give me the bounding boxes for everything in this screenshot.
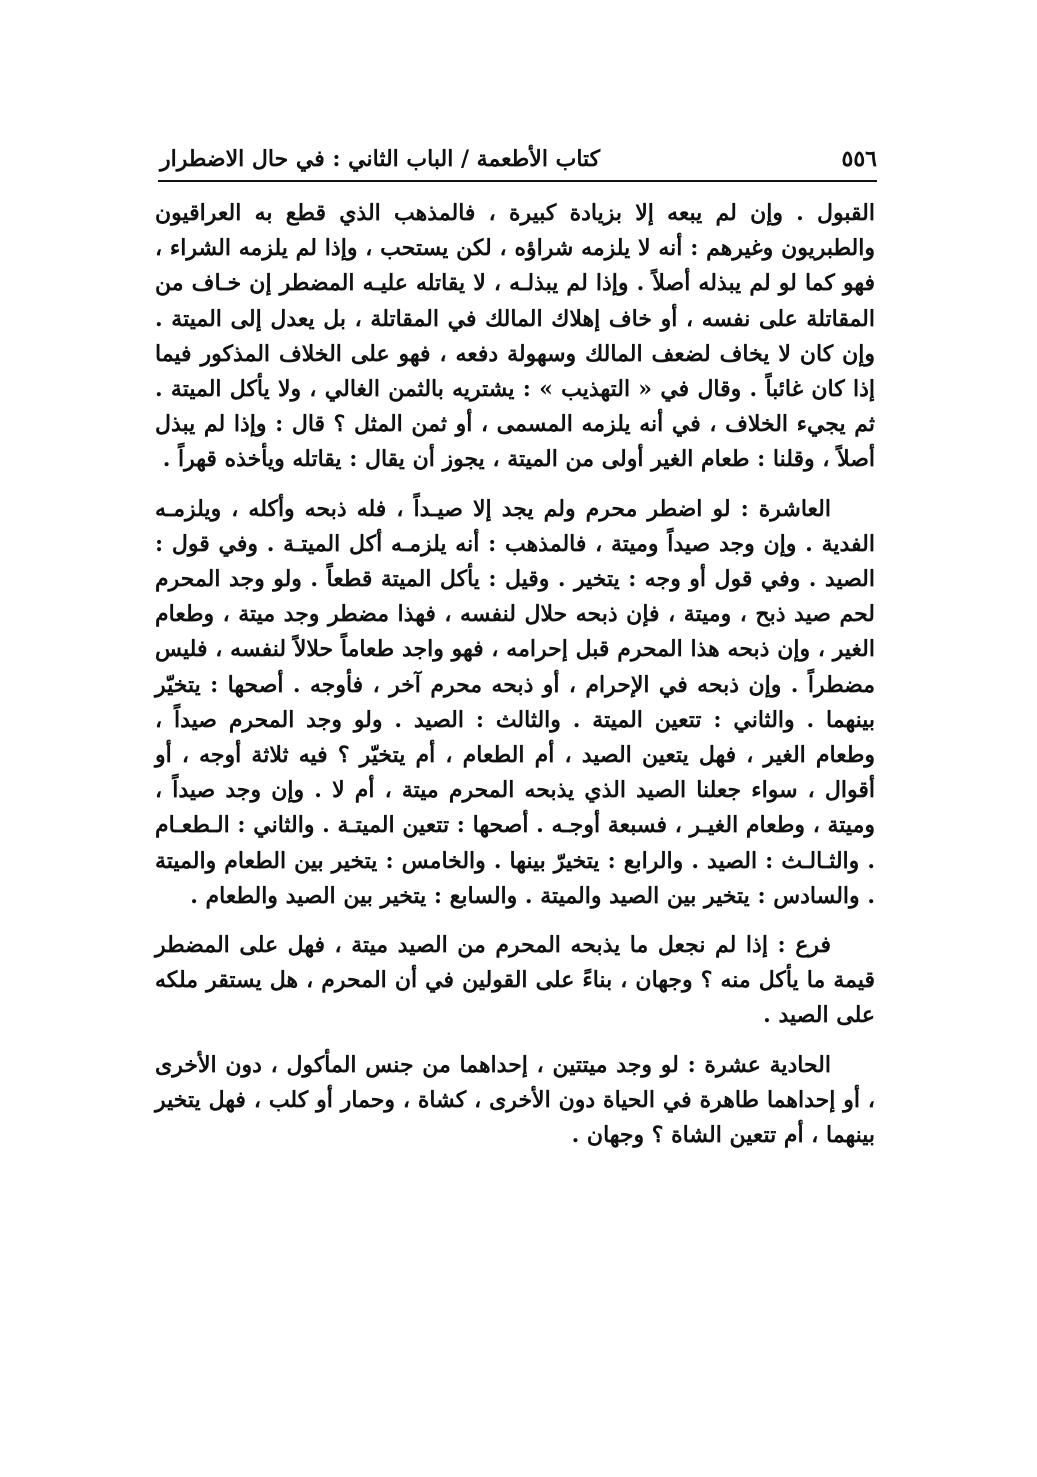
text-line: لضعف المالك وسهولة دفعه ، فهو على الخلاف المذكور فيما إذا كان غائباً . وقال: [155, 340, 875, 403]
text-line: أنه يلزمه المسمى ، أو ثمن المثل ؟ قال : وإذا لم يبذل أصلاً ، وقلنا : طعام الغير: [155, 411, 875, 473]
text-line: قيمة ما يأكل منه ؟ وجهان ، بناءً على القولين في أن المحرم ، هل يستقر ملكه على: [155, 967, 875, 1029]
text-line: الغير ، وإن ذبحه هذا المحرم قبل إحرامه ، فهو واجد طعاماً حلالاً لنفسه ، فليس: [155, 636, 875, 663]
header-rule: [158, 180, 877, 182]
text-line: القبول . وإن لم يبعه إلا بزيادة كبيرة ، فالمذهب الذي قطع به العراقيون والطبريون: [155, 200, 875, 262]
text-line: الغيـر ، فسبعة أوجـه . أصحها : تتعين الميتـة . والثاني : الـطعـام . والثـالـث :: [155, 812, 875, 874]
text-line: يتخير بين الصيد والميتة . والسابع : يتخير بين الصيد والطعام .: [190, 882, 750, 909]
text-line: جعلنا الصيد الذي يذبحه المحرم ميتة ، أم لا . وإن وجد صيداً ، وميتة ، وطعام: [155, 777, 875, 839]
text-line: في « التهذيب » : يشتريه بالثمن الغالي ، ولا يأكل الميتة . ثم يجيء الخلاف ، في: [155, 376, 876, 438]
page-header: [160, 143, 877, 175]
text-line: الفدية . وإن وجد صيداً وميتة ، فالمذهب : أنه يلزمـه أكل الميتـة . وفي قول :: [155, 530, 875, 557]
body-text: [155, 196, 875, 1153]
text-line: يبذله أصلاً . وإذا لم يبذلـه ، لا يقاتله عليـه المضطر إن خـاف من المقاتلة على: [155, 270, 875, 332]
running-title: كتاب الأطعمة / الباب الثاني : في حال الاضطرار: [160, 146, 601, 172]
text-line: مضطراً . وإن ذبحه في الإحرام ، أو ذبحه محرم آخر ، فأوجه . أصحها : يتخيّر: [155, 671, 875, 698]
paragraph: [155, 196, 875, 478]
text-line: بينهما . والثاني : تتعين الميتة . والثالث : الصيد . ولو وجد المحرم صيداً ، وطعام: [155, 706, 875, 769]
paragraph: [155, 492, 875, 914]
text-line: بينهما ، أم تتعين الشاة ؟ وجهان .: [571, 1122, 875, 1149]
paragraph: [155, 1048, 875, 1154]
text-line: وغيرهم : أنه لا يلزمه شراؤه ، لكن يستحب ، وإذا لم يلزمه الشراء ، فهو كما لو لم: [155, 235, 875, 297]
text-line: الغير ، فهل يتعين الصيد ، أم الطعام ، أم يتخيّر ؟ فيه ثلاثة أوجه ، أو أقوال ، سواء: [155, 742, 875, 804]
text-line: لحم صيد ذبح ، وميتة ، فإن ذبحه حلال لنفسه ، فهذا مضطر وجد ميتة ، وطعام: [155, 601, 875, 628]
text-line: العاشرة : لو اضطر محرم ولم يجد إلا صيـداً ، فله ذبحه وأكله ، ويلزمـه: [155, 495, 831, 522]
text-line: الصيد .: [763, 1002, 829, 1029]
text-line: أو إحداهما طاهرة في الحياة دون الأخرى ، كشاة ، وحمار أو كلب ، فهل يتخير: [155, 1086, 860, 1113]
text-line: الصيد . والرابع : يتخيرّ بينها . والخامس : يتخير بين الطعام والميتة . والسادس :: [155, 847, 875, 909]
text-line: أولى من الميتة ، يجوز أن يقال : يقاتله ويأخذه قهراً .: [162, 446, 644, 473]
text-line: نفسه ، أو خاف إهلاك المالك في المقاتلة ، بل يعدل إلى الميتة . وإن كان لا يخاف: [155, 305, 875, 367]
page-number: ٥٥٦: [841, 146, 877, 172]
text-line: الحادية عشرة : لو وجد ميتتين ، إحداهما من جنس المأكول ، دون الأخرى ،: [155, 1051, 875, 1113]
paragraph: [155, 928, 875, 1034]
text-line: الصيد . وفي قول أو وجه : يتخير . وقيل : يأكل الميتة قطعاً . ولو وجد المحرم: [155, 566, 875, 593]
text-line: فرع : إذا لم نجعل ما يذبحه المحرم من الصيد ميتة ، فهل على المضطر: [155, 932, 831, 959]
